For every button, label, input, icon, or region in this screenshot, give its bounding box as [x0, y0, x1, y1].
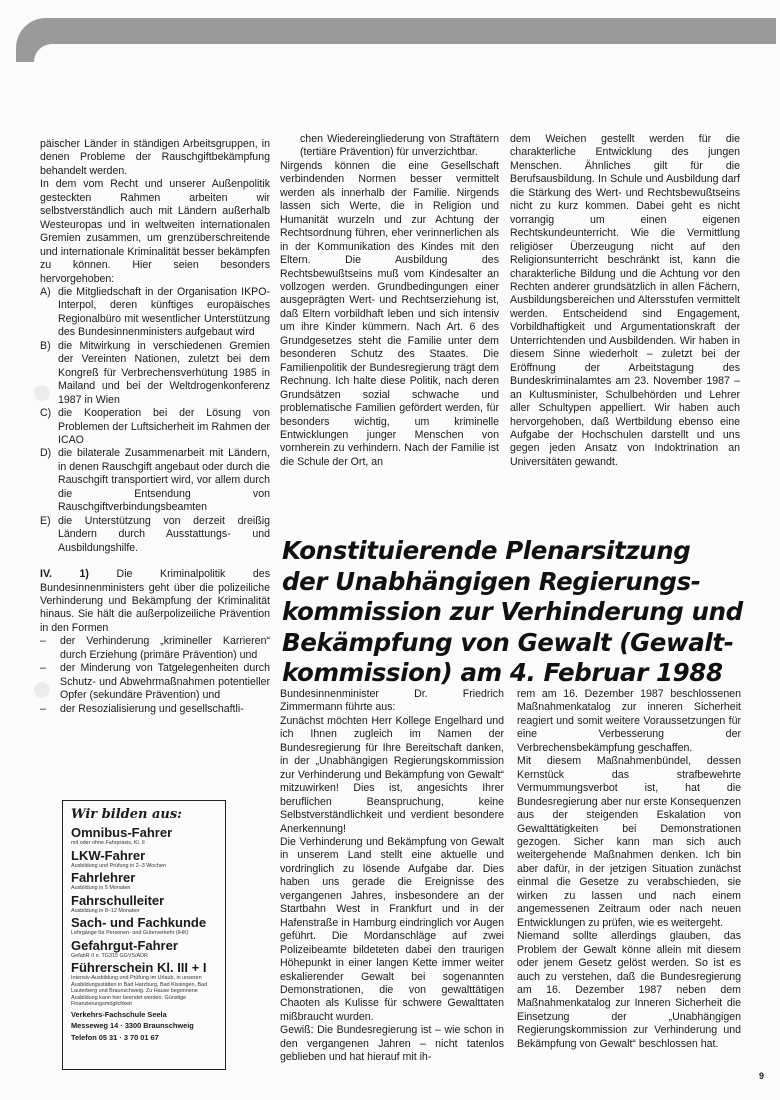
section-paragraph: IV. 1) Die Kriminalpolitik des Bundesinnenministers geht über die polizeiliche Verhinderung und Bekämpfung der Kriminalität hinaus. Sie hält die außerpolizeiliche Prävention in den Formen	[40, 568, 270, 634]
headline-line: kommission zur Verhinderung und	[282, 597, 743, 626]
headline-line: Bekämpfung von Gewalt (Gewalt-	[282, 627, 734, 657]
list-item: B) die Mitwirkung in verschiedenen Gremien der Vereinten Nationen, zuletzt bei dem Kongreß für Verbrechensverhütung 1985 in Mailand und bei der Weltdrogenkonferenz 1987 in Wien	[40, 339, 270, 406]
list-item: E) die Unterstützung von derzeit dreißig Ländern durch Ausstattungs- und Ausbildungshilfe.	[40, 514, 270, 554]
paragraph: Gewiß: Die Bundesregierung ist – wie schon in den vergangenen Jahren – nicht tatenlos geblieben und hat hierauf mit ih-	[280, 1024, 504, 1064]
headline-line: kommission) am 4. Februar 1988	[282, 658, 723, 687]
paragraph: In dem vom Recht und unserer Außenpolitik gesteckten Rahmen arbeiten wir selbstverständlich auch mit Ländern außerhalb Westeuropas und in weltweiten internationalen Gremien zusammen, um grenzüberschreitende und internationale Kriminalität besser bekämpfen zu können. Hier seien besonders hervorgehoben:	[40, 178, 270, 285]
list-item: – der Resozialisierung und gesellschaftli-	[40, 702, 244, 715]
ad-school-name: Verkehrs-Fachschule Seela	[71, 1009, 167, 1019]
column-right	[510, 133, 740, 469]
paragraph: chen Wiedereingliederung von Straftätern (tertiäre Prävention) für unverzichtbar.	[300, 133, 499, 159]
page-top-bar	[16, 18, 776, 62]
paragraph: Mit diesem Maßnahmenbündel, dessen Kernstück das strafbewehrte Vermummungsverbot ist, hat die Bundesregierung aber nur erste Konsequenzen aus der steigenden Eskalation von Gewalttätigkeiten bei Demonstrationen gezogen. Sicher kann man sich auch weitergehende Maßnahmen denken. Ich bin aber dafür, in der jetzigen Situation zunächst einmal die Gesetze zu verabschieden, sie wirken zu lassen und nach einem angemessenen Zeitraum oder nach neuen Entwicklungen zu prüfen, wie es weitergeht.	[517, 755, 741, 929]
column-middle-lower	[280, 688, 504, 1065]
ad-course-title: Fahrlehrer	[71, 870, 136, 885]
ad-course-title: Omnibus-Fahrer	[71, 825, 173, 840]
ad-course-note: Ausbildung in 5 Monaten	[71, 885, 131, 891]
article-headline	[282, 536, 752, 689]
headline-line: der Unabhängigen Regierungs-	[282, 566, 701, 596]
paragraph: Zunächst möchten Herr Kollege Engelhard und ich Ihnen zugleich im Namen der Bundesregierung für Ihre Bereitschaft danken, in der „Unabhängigen Regierungskommission zur Verhinderung und Bekämpfung von Gewalt“ mitzuwirken! Dies ist, angesichts Ihrer beruflichen Beanspruchung, keine Selbstverständlichkeit und verdient besondere Anerkennung!	[280, 714, 504, 835]
ad-course-note: Ausbildung und Prüfung in 2–3 Wochen	[71, 862, 166, 869]
paragraph: rem am 16. Dezember 1987 beschlossenen Maßnahmenkatalog zur inneren Sicherheit reagiert und somit weitere Voraussetzungen für eine Verbesserung der Verbrechensbekämpfung geschaffen.	[517, 688, 741, 754]
headline-line: Konstituierende Plenarsitzung	[282, 536, 691, 565]
cooperation-list	[40, 286, 270, 555]
paragraph: Niemand sollte allerdings glauben, das Problem der Gewalt könne allein mit diesem oder jenem Gesetz gelöst werden. So ist es auch zu verstehen, daß die Bundesregierung am 16. Dezember 1987 neben dem Maßnahmenkatalog zur Inneren Sicherheit die Einsetzung der „Unabhängigen Regierungskommission zur Verhinderung und Bekämpfung von Gewalt“ beschlossen hat.	[517, 930, 741, 1050]
ad-course-title: Fahrschulleiter	[71, 892, 165, 908]
ad-course-title: LKW-Fahrer	[71, 847, 146, 863]
ad-course-note: Ausbildung in 8–12 Monaten	[71, 907, 140, 914]
column-left	[40, 138, 270, 716]
list-item: A) die Mitgliedschaft in der Organisation IKPO-Interpol, deren künftiges europäisches Regionalbüro mit wesentlicher Unterstützung des Bundesinnenministers aufgebaut wird	[40, 285, 270, 339]
ad-course-title: Sach- und Fachkunde	[71, 915, 207, 930]
page-number: 9	[759, 1071, 765, 1081]
ad-phone: Telefon 05 31 · 3 70 01 67	[71, 1032, 159, 1042]
column-right-lower	[517, 688, 741, 1051]
paragraph: dem Weichen gestellt werden für die charakterliche Entwicklung des jungen Menschen. Ähnliches gilt für die Berufsausbildung. In Schule und Ausbildung darf die Stärkung des Wert- und Rechtsbewußtseins nicht zu kurz kommen. Dabei geht es nicht vorrangig um einen eigenen Rechtskundeunterricht. Wie die Vermittlung religiöser Überzeugung nicht auf den Religionsunterricht beschränkt ist, kann die charakterliche Bildung und die Achtung vor den Rechten anderer grundsätzlich in allen Fächern, Ausbildungsbereichen und Altersstufen vermittelt werden. Entscheidend sind Engagement, Vorbildhaftigkeit und Argumentationskraft der Unterrichtenden und Ausbildenden. Wir haben in diesem Sinne wiederholt – zuletzt bei der Eröffnung der Arbeitstagung des Bundeskriminalamtes am 23. November 1987 – an Kultusminister, Schulbehörden und Lehrer aller Schultypen appelliert. Wir haben auch hervorgehoben, daß Wertbildung ebenso eine Aufgabe der Hochschulen darstellt und uns gegen jeden Ansatz von Indoktrination an Universitäten gewandt.	[510, 133, 740, 468]
list-item: C) die Kooperation bei der Lösung von Problemen der Luftsicherheit im Rahmen der ICAO	[40, 407, 270, 446]
list-item: – der Verhinderung „krimineller Karrieren“ durch Erziehung (primäre Prävention) und	[40, 635, 270, 661]
paragraph: päischer Länder in ständigen Arbeitsgruppen, in denen Probleme der Rauschgiftbekämpfung behandelt werden.	[40, 138, 270, 177]
ad-heading: Wir bilden aus:	[71, 807, 182, 822]
paragraph: Bundesinnenminister Dr. Friedrich Zimmermann führte aus:	[280, 688, 504, 714]
column-middle	[280, 133, 499, 469]
ad-course-note: Lehrgänge für Personen- und Güterverkehr (IHK)	[71, 930, 189, 936]
advertisement-box	[62, 800, 226, 1070]
ad-course-note: Intensiv-Ausbildung und Prüfung im Urlaub, in unseren Ausbildungsstätten in Bad Harzburg, Bad Kissingen, Bad Lauterberg und Braunschweig. Zu Hause begonnene Ausbildung kann hier beendet werden. Günstige Finanzierungsmöglichkeit	[71, 975, 208, 1007]
ad-course-note: GefahR II n. TG315 GGVS/ADR	[71, 952, 148, 959]
paragraph: Die Verhinderung und Bekämpfung von Gewalt in unserem Land stellt eine aktuelle und vordringlich zu lösende Aufgabe dar. Dies haben uns gerade die Ereignisse des vergangenen Jahres, insbesondere an der Startbahn West in Frankfurt und in der Hafenstraße in Hamburg eindringlich vor Augen geführt. Die Mordanschläge auf zwei Polizeibeamte bildeteten dabei den traurigen Höhepunkt in einer langen Kette immer weiter eskalierender Gewalt bei sogenannten Demonstrationen, die von gewalttätigen Chaoten als Kulisse für schwere Gewalttaten mißbraucht wurden.	[280, 835, 504, 1023]
ad-course-note: mit oder ohne Fahrpraxis, Kl. II	[71, 840, 145, 846]
ad-course-title: Führerschein Kl. III + I	[71, 960, 207, 975]
ad-address: Messeweg 14 · 3300 Braunschweig	[71, 1021, 194, 1031]
paragraph: Nirgends können die eine Gesellschaft verbindenden Normen besser vermittelt werden als innerhalb der Familie. Nirgends lassen sich Werte, die in Religion und Humanität wurzeln und zur Achtung der Rechtsordnung führen, eher verinnerlichen als in der Kommunikation des Kindes mit den Eltern. Die Ausbildung des Rechtsbewußtseins muß vom Kindesalter an vollzogen werden. Grundbedingungen einer ausgeprägten Wert- und Rechtserziehung ist, daß Eltern vorbildhaft leben und sich intensiv um ihre Kinder kümmern. Nach Art. 6 des Grundgesetzes steht die Familie unter dem besonderen Schutz des Staates. Die Familienpolitik der Bundesregierung trägt dem Rechnung. Ich halte diese Politik, nach deren Grundsätzen sozial schwache und problematische Familien gefördert werden, für besonders wichtig, um kriminelle Entwicklungen junger Menschen von vornherein zu verhindern. Nach der Familie ist die Schule der Ort, an	[280, 159, 499, 468]
ad-course-title: Gefahrgut-Fahrer	[71, 937, 178, 953]
prevention-list	[40, 635, 270, 716]
list-item: D) die bilaterale Zusammenarbeit mit Ländern, in denen Rauschgift angebaut oder durch die Rauschgift transportiert wird, vor allem durch die Entsendung von Rauschgiftverbindungsbeamten	[40, 447, 270, 514]
list-item: – der Minderung von Tatgelegenheiten durch Schutz- und Abwehrmaßnahmen potentieller Opfer (sekundäre Prävention) und	[40, 662, 270, 702]
